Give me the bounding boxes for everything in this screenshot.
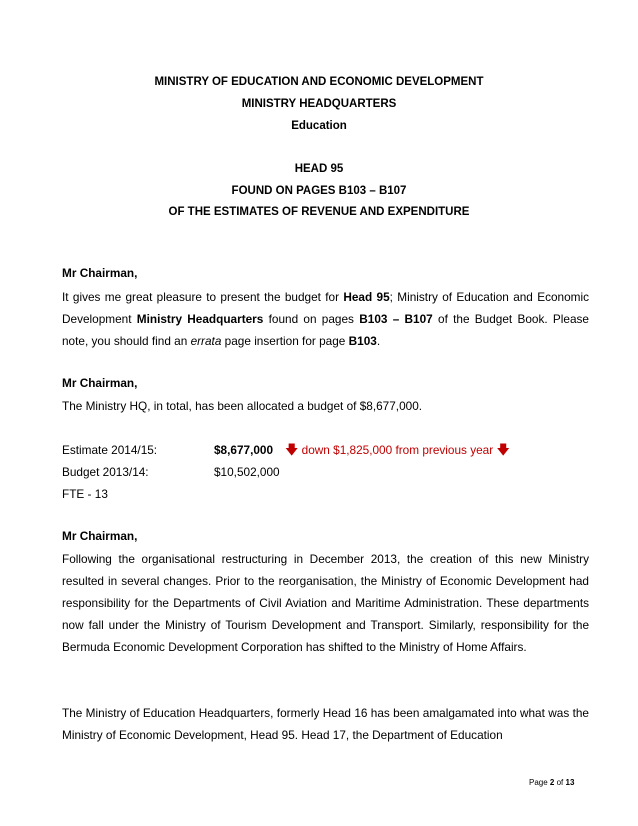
salutation-3: Mr Chairman, [62, 529, 138, 543]
fte: FTE - 13 [62, 487, 108, 501]
change-text: down $1,825,000 from previous year [301, 443, 494, 457]
paragraph-allocation: The Ministry HQ, in total, has been allocated a budget of $8,677,000. [62, 399, 423, 413]
header-head: HEAD 95 [294, 163, 344, 175]
salutation-2: Mr Chairman, [62, 376, 138, 390]
down-arrow-icon: 🡇 [285, 442, 299, 457]
down-arrow-icon: 🡇 [496, 442, 510, 457]
header-pages: FOUND ON PAGES B103 – B107 [231, 185, 407, 197]
header-estimates: OF THE ESTIMATES OF REVENUE AND EXPENDITURE [168, 206, 470, 218]
estimate-label: Estimate 2014/15: [62, 443, 158, 457]
paragraph-restructuring: Following the organisational restructuring in December 2013, the creation of this new Ministry resulted in several changes. Prior to the reorganisation, the Ministry of Economic Development had responsibility for the Departments of Civil Aviation and Maritime Administration. These departments now fall under the Ministry of Tourism Development and Transport. Similarly, responsibility for the Bermuda Economic Development Corporation has shifted to the Ministry of Home Affairs. [62, 552, 589, 654]
budget-value: $10,502,000 [214, 465, 280, 479]
paragraph-amalgamation: The Ministry of Education Headquarters, formerly Head 16 has been amalgamated into what was the Ministry of Economic Development, Head 95. Head 17, the Department of Education [62, 706, 589, 742]
change-note [285, 439, 510, 461]
header-education: Education [291, 120, 347, 132]
paragraph-intro-text: It gives me great pleasure to present the budget for Head 95; Ministry of Education and Economic Development Ministry Headquarters found on pages B103 – B107 of the Budget Book. Please note, you should find an errata page insertion for page B103. [62, 286, 589, 352]
estimate-value: $8,677,000 [214, 443, 274, 457]
header-ministry: MINISTRY OF EDUCATION AND ECONOMIC DEVELOPMENT [154, 76, 484, 88]
page-number: Page 2 of 13 [529, 778, 575, 787]
salutation: Mr Chairman, [62, 266, 138, 280]
header-hq: MINISTRY HEADQUARTERS [241, 98, 397, 110]
budget-label: Budget 2013/14: [62, 465, 149, 479]
